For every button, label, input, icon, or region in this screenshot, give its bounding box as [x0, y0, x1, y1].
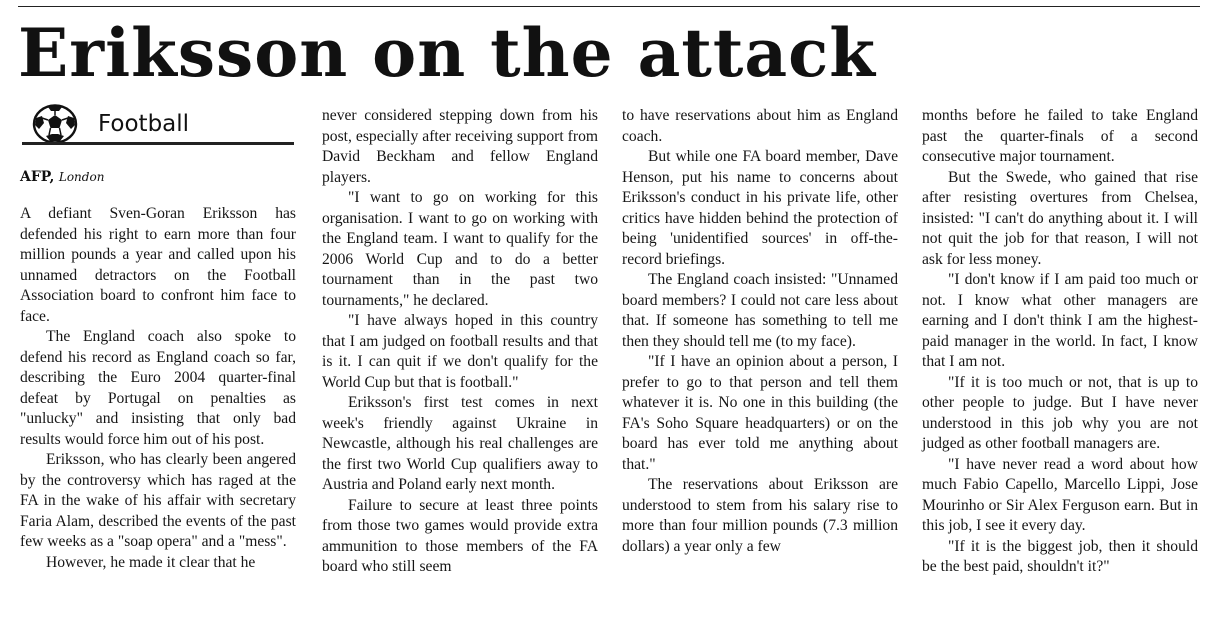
paragraph: But the Swede, who gained that rise after resisting overtures from Chelsea, insisted: "I can't do anything about it. I will not quit the job for that reason, I will not ask for less money.: [922, 168, 1198, 268]
dateline-agency: AFP,: [20, 169, 55, 185]
dateline: [20, 168, 104, 186]
paragraph: "If I have an opinion about a person, I prefer to go to that person and tell them whatever it is. No one in this building (the FA's Soho Square headquarters) or on the board has ever told me anything about that.": [622, 353, 898, 473]
article-column-1: [20, 204, 296, 573]
paragraph: "I want to go on working for this organisation. I want to go on working with the England team. I want to qualify for the 2006 World Cup and to do a better tournament than in the past two tournaments," he declared.: [322, 189, 598, 309]
article-column-4: [922, 106, 1198, 578]
paragraph: However, he made it clear that he: [46, 553, 256, 571]
paragraph: never considered stepping down from his post, especially after receiving support from David Beckham and fellow England players.: [322, 107, 598, 186]
top-rule: [18, 6, 1200, 7]
section-rule: [22, 142, 294, 145]
article-column-3: [622, 106, 898, 557]
paragraph: Eriksson's first test comes in next week's friendly against Ukraine in Newcastle, although his real challenges are the first two World Cup qualifiers away to Austria and Poland early next month.: [322, 394, 598, 493]
paragraph: The reservations about Eriksson are understood to stem from his salary rise to more than four million pounds (7.3 million dollars) a year only a few: [622, 476, 898, 555]
paragraph: Eriksson, who has clearly been angered by the controversy which has raged at the FA in the wake of his affair with secretary Faria Alam, described the events of the past few weeks as a "soap opera" and a "mess".: [20, 451, 296, 550]
dateline-place: London: [58, 170, 105, 184]
paragraph: "I don't know if I am paid too much or not. I know what other managers are earning and I don't think I am the highest-paid manager in the world. In fact, I know that I am not.: [922, 271, 1198, 370]
paragraph: Failure to secure at least three points from those two games would provide extra ammunition to those members of the FA board who still seem: [322, 496, 598, 575]
paragraph: The England coach insisted: "Unnamed board members? I could not care less about that. If someone has something to tell me then they should tell me (to my face).: [622, 271, 898, 350]
paragraph: A defiant Sven-Goran Eriksson has defended his right to earn more than four million pounds a year and called upon his unnamed detractors on the Football Association board to confront him face to face.: [20, 205, 296, 325]
paragraph: The England coach also spoke to defend his record as England coach so far, describing the Euro 2004 quarter-final defeat by Portugal on penalties as "unlucky" and insisting that only bad results would force him out of his post.: [20, 328, 296, 448]
soccer-ball-icon: [32, 104, 78, 144]
paragraph: "I have always hoped in this country that I am judged on football results and that is it. I can quit if we don't qualify for the World Cup but that is football.": [322, 312, 598, 391]
paragraph: months before he failed to take England past the quarter-finals of a second consecutive major tournament.: [922, 107, 1198, 165]
paragraph: "I have never read a word about how much Fabio Capello, Marcello Lippi, Jose Mourinho or Sir Alex Ferguson earn. But in this job, I see it every day.: [922, 455, 1198, 534]
paragraph: "If it is too much or not, that is up to other people to judge. But I have never understood in this job why you are not judged as other football managers are.: [922, 373, 1198, 452]
paragraph: "If it is the biggest job, then it should be the best paid, shouldn't it?": [922, 537, 1198, 575]
headline: Eriksson on the attack: [18, 14, 877, 92]
section-tag: [22, 104, 294, 148]
paragraph: to have reservations about him as England coach.: [622, 107, 898, 145]
paragraph: But while one FA board member, Dave Henson, put his name to concerns about Eriksson's conduct in his private life, other critics have hidden behind the protection of being 'unidentified sources' in off-the-record briefings.: [622, 148, 898, 268]
section-label: Football: [98, 111, 190, 137]
article-column-2: [322, 106, 598, 578]
